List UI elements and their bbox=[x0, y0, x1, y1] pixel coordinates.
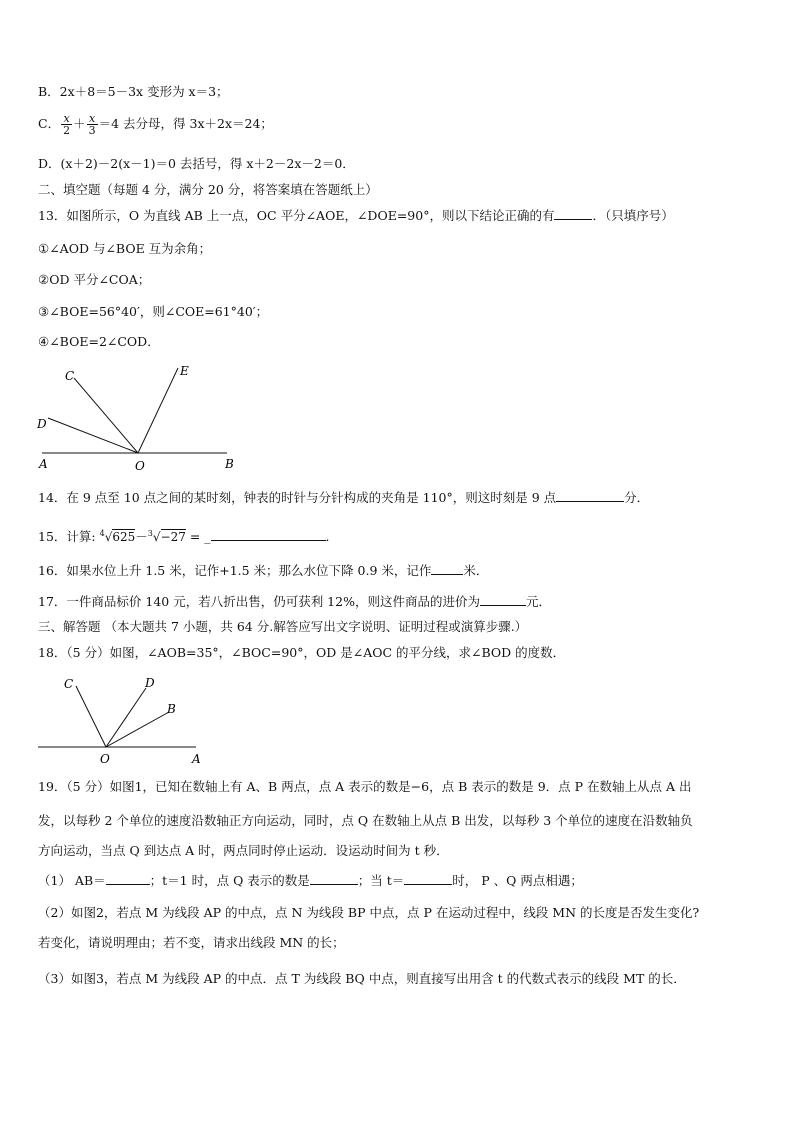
minus-sign: － bbox=[135, 529, 148, 544]
answer-blank bbox=[480, 593, 526, 606]
question-17 bbox=[38, 593, 551, 611]
q15-label: 15．计算: bbox=[38, 529, 96, 544]
q14-stem-part-a: 14．在 9 点至 10 点之间的某时刻，钟表的时针与分针构成的夹角是 110°，则这时刻是 9 点 bbox=[38, 490, 557, 505]
label-e: E bbox=[180, 364, 189, 378]
fraction-numerator: x bbox=[61, 113, 72, 125]
q13-item-2: ②OD 平分∠COA； bbox=[38, 272, 151, 287]
label-a: A bbox=[192, 752, 201, 766]
q19-part-3: （3）如图3，若点 M 为线段 AP 的中点．点 T 为线段 BQ 中点，则直接写出用含 t 的代数式表示的线段 MT 的长． bbox=[38, 971, 686, 986]
option-b: B．2x＋8＝5－3x 变形为 x＝3； bbox=[38, 84, 229, 99]
q13-item-3: ③∠BOE=56°40′，则∠COE=61°40′； bbox=[38, 304, 269, 319]
fraction-denominator: 2 bbox=[63, 124, 71, 137]
q19-part1-a: （1） AB＝ bbox=[38, 873, 106, 888]
fourth-root-expression: $^4$√625 bbox=[99, 529, 136, 544]
label-a: A bbox=[39, 457, 48, 471]
label-b: B bbox=[167, 702, 176, 716]
answer-blank bbox=[211, 528, 326, 541]
fraction-x-over-2 bbox=[61, 113, 72, 136]
root-index: 3 bbox=[147, 529, 153, 538]
q17-stem-part-a: 17．一件商品标价 140 元，若八折出售，仍可获利 12%，则这件商品的进价为 bbox=[38, 594, 480, 609]
q13-stem-part-a: 13．如图所示，O 为直线 AB 上一点，OC 平分∠AOE，∠DOE=90°，则以下结论正确的有 bbox=[38, 208, 555, 223]
q14-stem-part-b: 分． bbox=[624, 490, 650, 505]
q19-part1-b: ；t＝1 时，点 Q 表示的数是 bbox=[149, 873, 310, 888]
answer-blank bbox=[404, 872, 452, 885]
question-14 bbox=[38, 489, 649, 507]
label-o: O bbox=[100, 752, 110, 766]
section-3-heading: 三、解答题 （本大题共 7 小题，共 64 分.解答应写出文字说明、证明过程或演算步骤.） bbox=[38, 619, 528, 634]
fraction-denominator: 3 bbox=[88, 124, 96, 137]
equals-sign: = _ bbox=[189, 529, 211, 544]
answer-blank bbox=[106, 872, 150, 885]
answer-blank bbox=[556, 489, 624, 502]
option-c-rest: ＝4 去分母，得 3x＋2x＝24； bbox=[98, 116, 273, 131]
q19-part-2-line-2: 若变化，请说明理由；若不变，请求出线段 MN 的长； bbox=[38, 935, 345, 950]
fraction-numerator: x bbox=[87, 113, 98, 125]
label-d: D bbox=[37, 417, 47, 431]
question-15 bbox=[38, 525, 338, 546]
label-c: C bbox=[65, 369, 75, 383]
ray-oc bbox=[74, 378, 138, 453]
ray-od bbox=[106, 688, 146, 747]
label-d: D bbox=[145, 676, 155, 690]
ray-oe bbox=[138, 368, 178, 453]
q15-end: ． bbox=[325, 529, 339, 544]
question-18: 18．（5 分）如图，∠AOB=35°，∠BOC=90°，OD 是∠AOC 的平分线，求∠BOD 的度数． bbox=[38, 645, 566, 660]
plus-sign: ＋ bbox=[73, 116, 86, 131]
label-b: B bbox=[225, 457, 234, 471]
section-2-heading: 二、填空题（每题 4 分，满分 20 分，将答案填在答题纸上） bbox=[38, 182, 378, 197]
ray-od bbox=[48, 418, 138, 453]
q18-angle-figure bbox=[36, 672, 216, 767]
radicand: −27 bbox=[160, 530, 186, 544]
q13-angle-figure bbox=[30, 360, 250, 475]
q19-part-2-line-1: （2）如图2，若点 M 为线段 AP 的中点，点 N 为线段 BP 中点，点 P 在运动过程中，线段 MN 的长度是否发生变化? bbox=[38, 905, 700, 920]
q13-item-1: ①∠AOD 与∠BOE 互为余角； bbox=[38, 241, 212, 256]
root-index: 4 bbox=[99, 529, 105, 538]
radicand: 625 bbox=[112, 530, 136, 544]
q13-stem-part-b: ．（只填序号） bbox=[592, 208, 674, 223]
ray-ob bbox=[106, 712, 169, 747]
answer-blank bbox=[310, 872, 358, 885]
q17-stem-part-b: 元． bbox=[525, 594, 551, 609]
ray-oc bbox=[76, 686, 106, 747]
q19-line-3: 方向运动，当点 Q 到达点 A 时，两点同时停止运动．设运动时间为 t 秒． bbox=[38, 843, 449, 858]
answer-blank bbox=[431, 562, 463, 575]
q16-stem-part-b: 米． bbox=[463, 563, 489, 578]
fraction-x-over-3 bbox=[87, 113, 98, 136]
q16-stem-part-a: 16．如果水位上升 1.5 米，记作+1.5 米；那么水位下降 0.9 米，记作 bbox=[38, 563, 432, 578]
answer-blank bbox=[554, 207, 592, 220]
q19-part-1 bbox=[38, 872, 583, 890]
cube-root-expression: $^3$√−27 bbox=[147, 529, 186, 544]
q19-line-2: 发，以每秒 2 个单位的速度沿数轴正方向运动，同时，点 Q 在数轴上从点 B 出发，以每秒 3 个单位的速度在沿数轴负 bbox=[38, 813, 693, 828]
q19-part1-c: ；当 t＝ bbox=[357, 873, 405, 888]
question-16 bbox=[38, 562, 488, 580]
option-c-prefix: C． bbox=[38, 116, 61, 131]
q19-line-1: 19．（5 分）如图1，已知在数轴上有 A、B 两点，点 A 表示的数是−6，点 B 表示的数是 9．点 P 在数轴上从点 A 出 bbox=[38, 779, 692, 794]
option-d: D．(x＋2)－2(x－1)＝0 去括号，得 x＋2－2x－2＝0． bbox=[38, 156, 355, 171]
label-c: C bbox=[64, 677, 74, 691]
label-o: O bbox=[135, 459, 145, 473]
question-13-stem bbox=[38, 207, 674, 225]
q13-item-4: ④∠BOE=2∠COD． bbox=[38, 334, 160, 349]
q19-part1-d: 时， P 、Q 两点相遇； bbox=[452, 873, 583, 888]
option-c bbox=[38, 113, 273, 136]
